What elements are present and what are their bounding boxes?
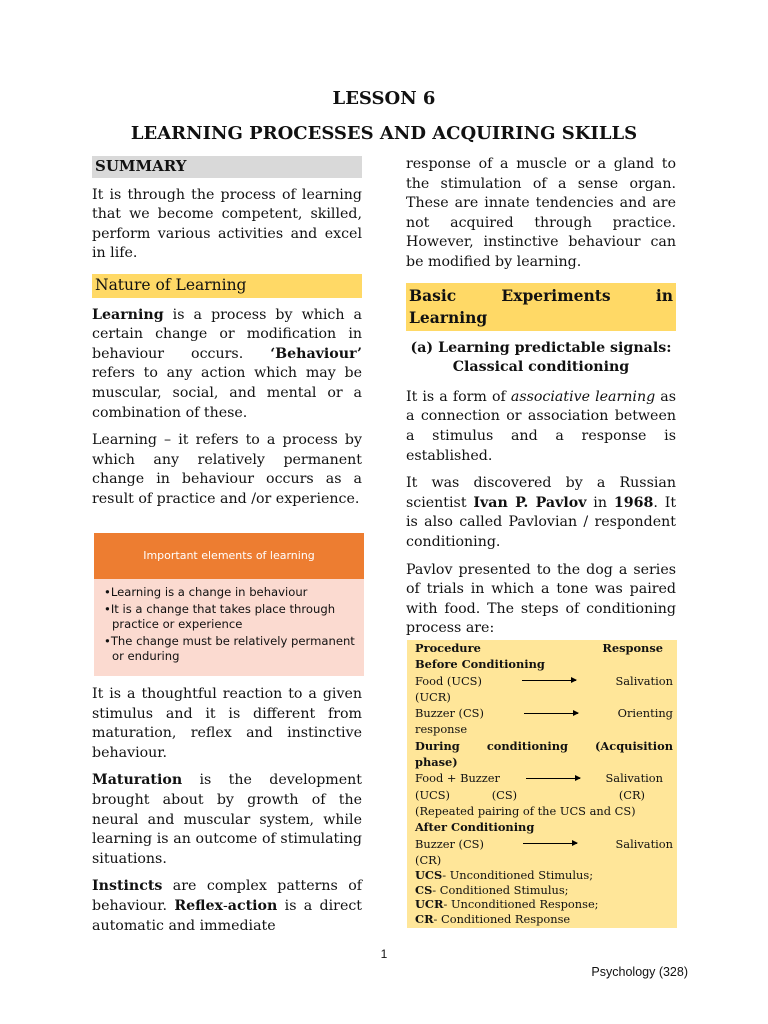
pavlov-paragraph: It was discovered by a Russian scientist Ivan P. Pavlov in 1968. It is also called Pavlovian / respondent conditioning. (406, 475, 677, 550)
summary-heading: SUMMARY (92, 156, 362, 178)
list-item: •It is a change that takes place through practice or experience (104, 601, 336, 631)
associative-paragraph: It is a form of associative learning as a connection or association between a stimulus and a response is established. (406, 388, 677, 464)
arrow-icon (523, 843, 577, 844)
right-column (406, 155, 676, 647)
arrow-icon (526, 778, 580, 779)
instincts-paragraph: Instincts are complex patterns of behaviour. Reflex-action is a direct automatic and immediate (92, 878, 362, 934)
left-column-lower (92, 685, 362, 944)
thoughtful-reaction-paragraph: It is a thoughtful reaction to a given stimulus and it is different from maturation, reflex and instinctive behaviour. (92, 686, 362, 761)
reflex-continuation: response of a muscle or a gland to the stimulation of a sense organ. These are innate tendencies and are not acquired through practice. However, instinctive behaviour can be modified by learning. (406, 156, 676, 270)
procedure-box: Procedure Response Before Conditioning Food (UCS) Salivation (UCR) Buzzer (CS) Orienting response During conditioning (Acquisition phase) Food + Buzzer Salivation (UCS) (CS) (CR) (Repeated pairing of the UCS and CS) After Conditioning Buzzer (CS) Salivation (CR) UCS- Unconditioned Stimulus; CS- Conditioned Stimulus; UCR- Unconditioned Response; CR- Conditioned Response (407, 640, 677, 928)
elements-box-list (94, 579, 364, 676)
nature-heading: Nature of Learning (92, 274, 362, 298)
summary-text: It is through the process of learning that we become competent, skilled, perform various activities and excel in life. (92, 186, 362, 262)
arrow-icon (522, 680, 576, 681)
page-number: 1 (380, 947, 388, 961)
left-column (92, 156, 362, 518)
experiments-heading: Basic Experiments in Learning (406, 283, 676, 331)
lesson-number: LESSON 6 (332, 88, 436, 109)
learning-definition: Learning is a process by which a certain change or modification in behaviour occurs. ‘Behaviour’ refers to any action which may be muscular, social, and mental or a combination of these. (92, 306, 362, 421)
classical-conditioning-subheading: (a) Learning predictable signals: Classical conditioning (410, 339, 672, 376)
maturation-paragraph: Maturation is the development brought about by growth of the neural and muscular system, while learning is an outcome of stimulating situations. (92, 772, 362, 867)
footer: Psychology (328) (591, 965, 688, 979)
elements-box-heading: Important elements of learning (94, 533, 364, 579)
steps-paragraph: Pavlov presented to the dog a series of trials in which a tone was paired with food. The steps of conditioning process are: (406, 561, 676, 637)
arrow-icon (524, 713, 578, 714)
list-item: •The change must be relatively permanent or enduring (104, 633, 355, 663)
list-item: •Learning is a change in behaviour (104, 585, 308, 599)
elements-box (94, 533, 364, 676)
learning-paragraph: Learning – it refers to a process by which any relatively permanent change in behaviour occurs as a result of practice and /or experience. (92, 432, 362, 507)
page-title: LEARNING PROCESSES AND ACQUIRING SKILLS (130, 123, 638, 144)
